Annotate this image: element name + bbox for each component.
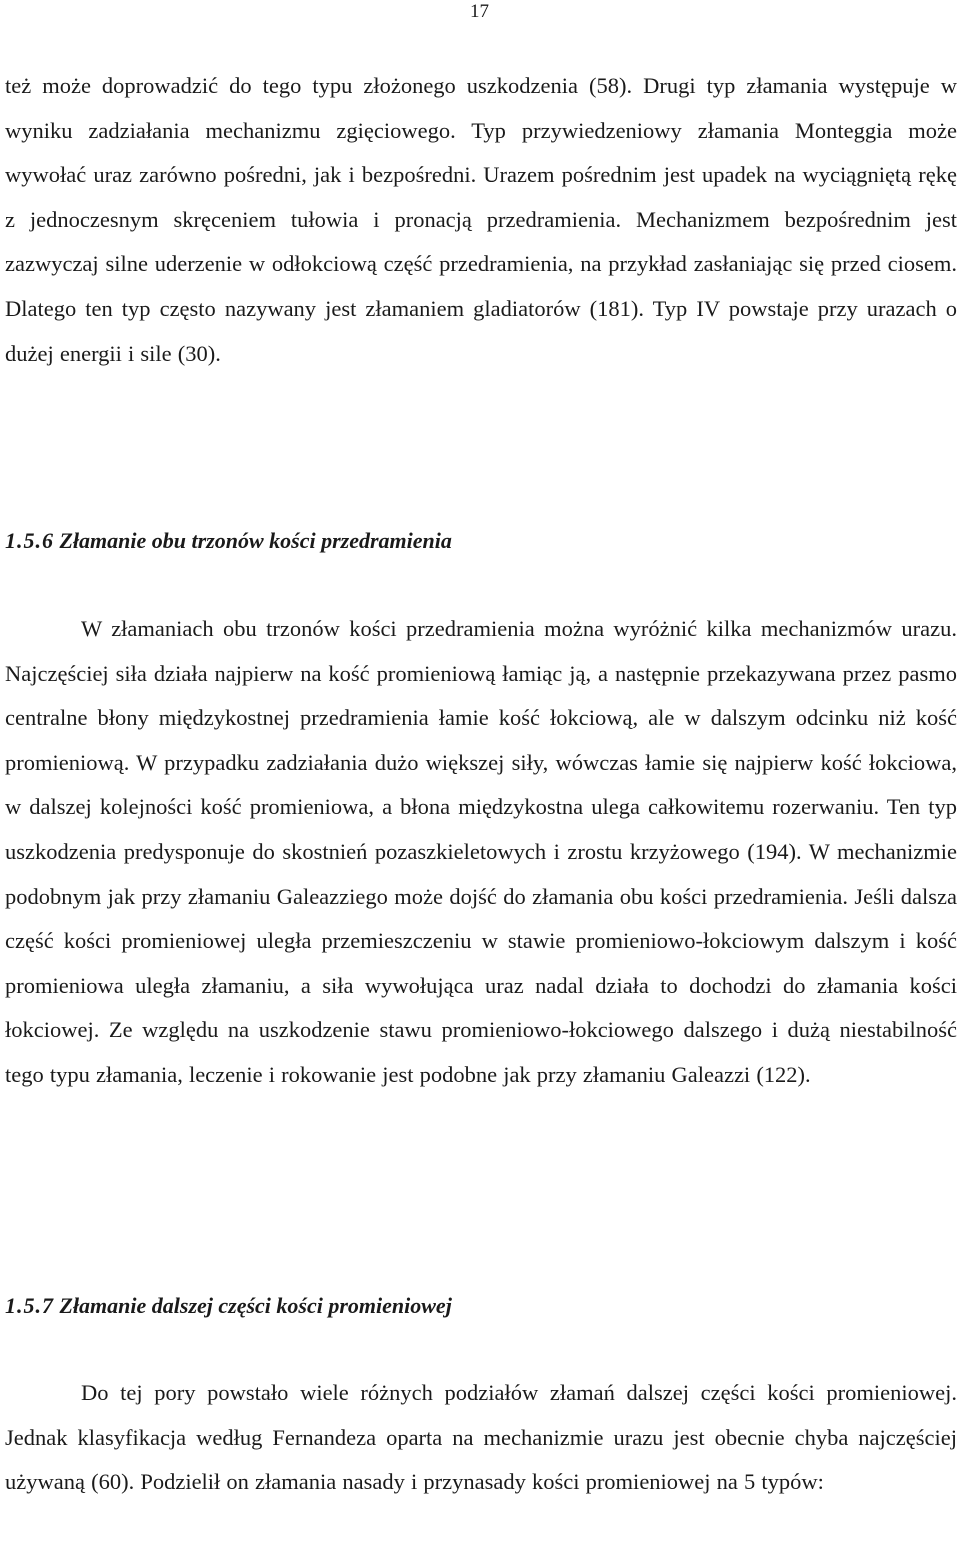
page-number: 17 [470,1,489,22]
section-number: 1.5.6 [5,528,54,553]
section-title: Złamanie obu trzonów kości przedramienia [59,528,452,553]
paragraph-continued: też może doprowadzić do tego typu złożonego uszkodzenia (58). Drugi typ złamania występuje w wyniku zadziałania mechanizmu zgięciowego. Typ przywiedzeniowy złamania Monteggia może wywołać uraz zarówno pośredni, jak i bezpośredni. Urazem pośrednim jest upadek na wyciągniętą rękę z jednoczesnym skręceniem tułowia i pronacją przedramienia. Mechanizmem bezpośrednim jest zazwyczaj silne uderzenie w odłokciową część przedramienia, na przykład zasłaniając się przed ciosem. Dlatego ten typ często nazywany jest złamaniem gladiatorów (181). Typ IV powstaje przy urazach o dużej energii i sile (30). [5,73,957,366]
section-number: 1.5.7 [5,1293,54,1318]
section-heading-1-5-6 [5,527,452,555]
paragraph-fracture-mechanisms: W złamaniach obu trzonów kości przedramienia można wyróżnić kilka mechanizmów urazu. Najczęściej siła działa najpierw na kość promieniową łamiąc ją, a następnie przekazywana przez pasmo centralne błony międzykostnej przedramienia łamie kość łokciową, ale w dalszym odcinku niż kość promieniową. W przypadku zadziałania dużo większej siły, wówczas łamie się najpierw kość łokciowa, w dalszej kolejności kość promieniowa, a błona międzykostna ulega całkowitemu rozerwaniu. Ten typ uszkodzenia predysponuje do skostnień pozaszkieletowych i zrostu krzyżowego (194). W mechanizmie podobnym jak przy złamaniu Galeazziego może dojść do złamania obu kości przedramienia. Jeśli dalsza część kości promieniowej uległa przemieszczeniu w stawie promieniowo-łokciowym dalszym i kość promieniowa uległa złamaniu, a siła wywołująca uraz nadal działa to dochodzi do złamania kości łokciowej. Ze względu na uszkodzenie stawu promieniowo-łokciowego dalszego i dużą niestabilność tego typu złamania, leczenie i rokowanie jest podobne jak przy złamaniu Galeazzi (122). [5,616,957,1087]
section-heading-1-5-7 [5,1292,452,1320]
section-title: Złamanie dalszej części kości promieniowej [59,1293,452,1318]
paragraph-fernandez-classification: Do tej pory powstało wiele różnych podziałów złamań dalszej części kości promieniowej. Jednak klasyfikacja według Fernandeza oparta na mechanizmie urazu jest obecnie chyba najczęściej używaną (60). Podzielił on złamania nasady i przynasady kości promieniowej na 5 typów: [5,1380,957,1495]
